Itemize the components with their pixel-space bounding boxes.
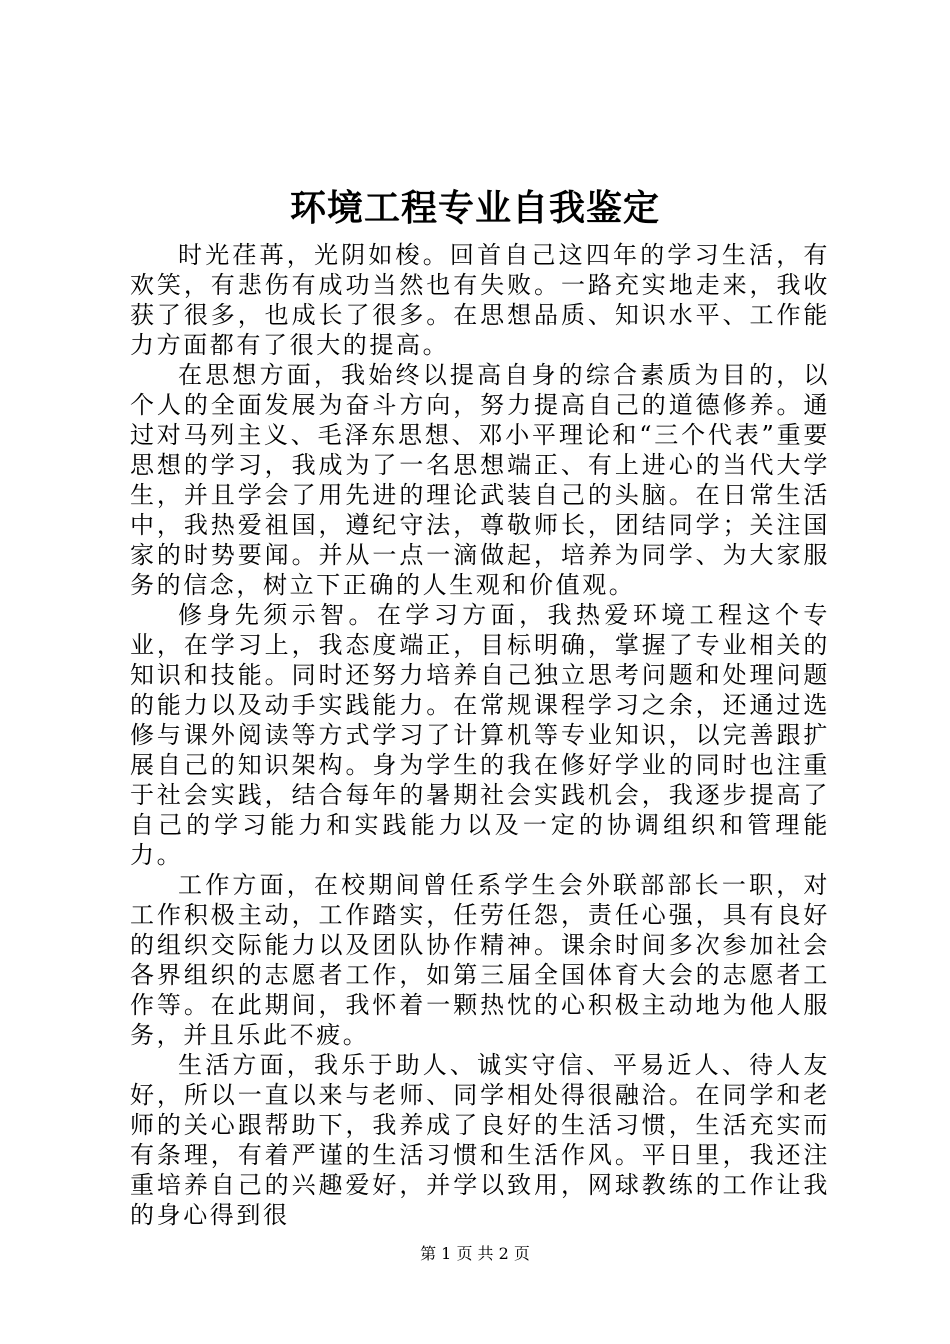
paragraph-intro: 时光荏苒，光阴如梭。回首自己这四年的学习生活，有欢笑，有悲伤有成功当然也有失败。一路充实地走来，我收获了很多，也成长了很多。在思想品质、知识水平、工作能力方面都有了很大的提高。 xyxy=(130,241,830,359)
document-body xyxy=(130,240,830,1230)
document-title: 环境工程专业自我鉴定 xyxy=(289,187,660,229)
paragraph-thought: 在思想方面，我始终以提高自身的综合素质为目的，以个人的全面发展为奋斗方向，努力提高自己的道德修养。通过对马列主义、毛泽东思想、邓小平理论和“三个代表”重要思想的学习，我成为了一名思想端正、有上进心的当代大学生，并且学会了用先进的理论武装自己的头脑。在日常生活中，我热爱祖国，遵纪守法，尊敬师长，团结同学；关注国家的时势要闻。并从一点一滴做起，培养为同学、为大家服务的信念，树立下正确的人生观和价值观。 xyxy=(130,361,830,599)
paragraph-study: 修身先须示智。在学习方面，我热爱环境工程这个专业，在学习上，我态度端正，目标明确，掌握了专业相关的知识和技能。同时还努力培养自己独立思考问题和处理问题的能力以及动手实践能力。在常规课程学习之余，还通过选修与课外阅读等方式学习了计算机等专业知识，以完善跟扩展自己的知识架构。身为学生的我在修好学业的同时也注重于社会实践，结合每年的暑期社会实践机会，我逐步提高了自己的学习能力和实践能力以及一定的协调组织和管理能力。 xyxy=(130,601,830,869)
paragraph-work: 工作方面，在校期间曾任系学生会外联部部长一职，对工作积极主动，工作踏实，任劳任怨，责任心强，具有良好的组织交际能力以及团队协作精神。课余时间多次参加社会各界组织的志愿者工作，如第三届全国体育大会的志愿者工作等。在此期间，我怀着一颗热忱的心积极主动地为他人服务，并且乐此不疲。 xyxy=(130,871,830,1049)
page-number-footer: 第 1 页 共 2 页 xyxy=(420,1244,530,1263)
paragraph-life: 生活方面，我乐于助人、诚实守信、平易近人、待人友好，所以一直以来与老师、同学相处得很融洽。在同学和老师的关心跟帮助下，我养成了良好的生活习惯，生活充实而有条理，有着严谨的生活习惯和生活作风。平日里，我还注重培养自己的兴趣爱好，并学以致用，网球教练的工作让我的身心得到很 xyxy=(130,1051,830,1229)
